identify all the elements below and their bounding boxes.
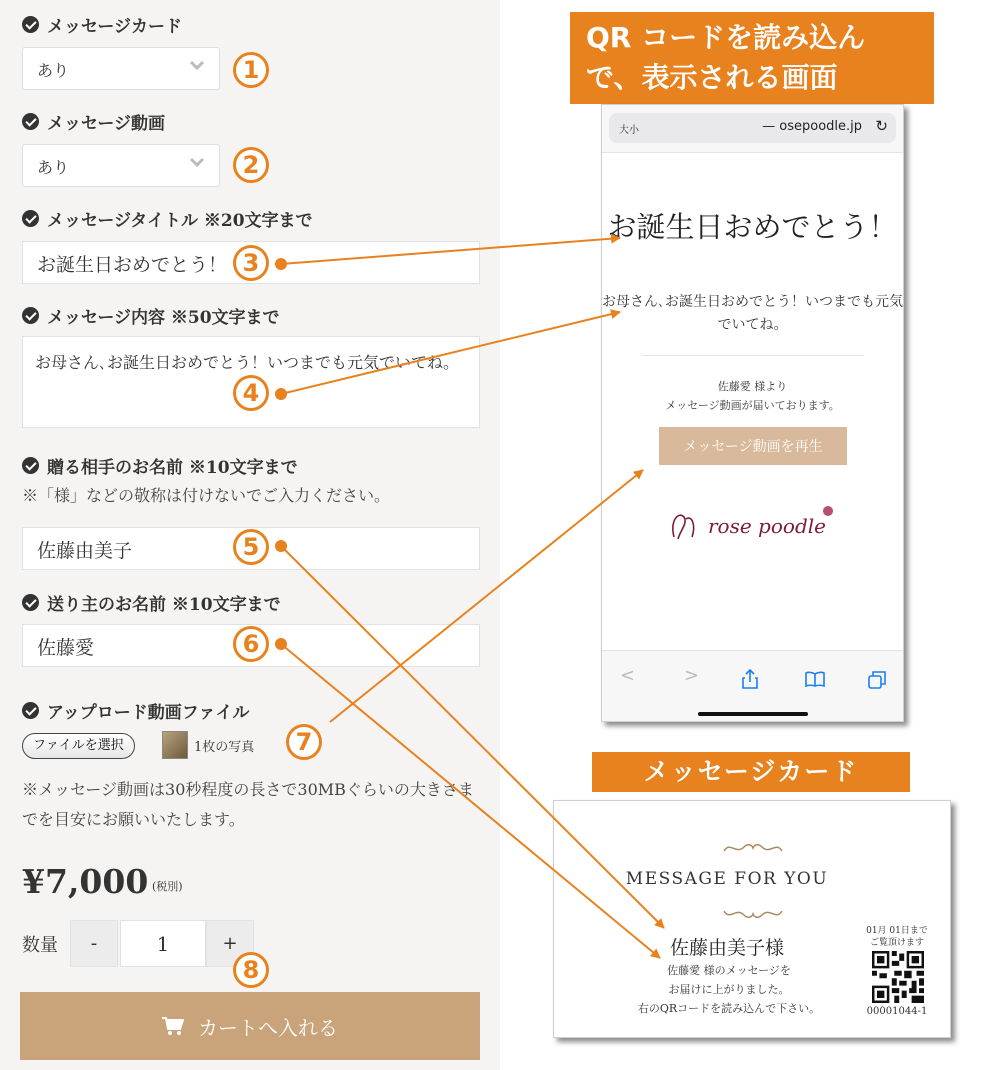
quantity-plus-button[interactable]: + (206, 920, 254, 967)
phone-notice-line: メッセージ動画が届いております。 (665, 399, 840, 412)
marker-2: 2 (233, 147, 269, 183)
play-video-button[interactable]: メッセージ動画を再生 (659, 427, 847, 465)
browser-toolbar (602, 650, 903, 722)
sender-name-label-text: 送り主のお名前 ※10文字まで (47, 595, 281, 615)
recipient-name-label-text: 贈る相手のお名前 ※10文字まで (47, 458, 298, 478)
rose-poodle-logo (668, 501, 838, 551)
message-video-select[interactable] (22, 144, 220, 187)
card-heading: MESSAGE FOR YOU (625, 869, 829, 889)
card-expiry-date: 01月 01日まで (866, 926, 928, 936)
check-circle-icon (22, 307, 39, 324)
upload-note: ※メッセージ動画は30秒程度の長さで30MBぐらいの大きさまでを目安にお願いいたします。 (22, 780, 474, 829)
phone-screen-mockup (601, 104, 904, 722)
phone-sender-info (602, 377, 903, 415)
browser-address-bar (602, 105, 903, 153)
marker-1: 1 (233, 52, 269, 88)
reload-icon[interactable]: ↻ (875, 117, 888, 135)
qr-code-icon (872, 951, 924, 1003)
marker-7: 7 (286, 724, 322, 760)
card-message-line-3: 右のQRコードを読み込んで下さい。 (637, 1002, 821, 1015)
phone-message-body: お母さん､お誕生日おめでとう！いつまでも元気でいてね。 (602, 294, 903, 333)
message-content-value: お母さん､お誕生日おめでとう！いつまでも元気でいてね。 (35, 353, 460, 372)
home-indicator (698, 712, 808, 716)
phone-message-title: お誕生日おめでとう！ (607, 210, 898, 244)
message-card-select[interactable] (22, 47, 220, 90)
message-content-label-text: メッセージ内容 ※50文字まで (47, 308, 280, 328)
quantity-minus-button[interactable]: - (70, 920, 118, 967)
marker-6: 6 (233, 626, 269, 662)
text-size-button[interactable]: 大小 (619, 125, 639, 136)
sender-name-value: 佐藤愛 (37, 637, 95, 659)
card-expiry-note: ご覧頂けます (869, 938, 924, 948)
marker-5: 5 (233, 529, 269, 565)
marker-3: 3 (233, 245, 269, 281)
check-circle-icon (22, 702, 39, 719)
ornament-icon (722, 905, 784, 923)
chevron-down-icon (189, 154, 205, 170)
file-thumbnail (162, 731, 188, 759)
upload-video-label-text: アップロード動画ファイル (47, 703, 250, 723)
svg-text:rose poodle: rose poodle (708, 514, 826, 538)
price: ¥7,000 (22, 862, 149, 901)
message-content-label (22, 303, 280, 328)
sender-name-label (22, 590, 281, 615)
marker-4: 4 (233, 375, 269, 411)
marker-8: 8 (233, 952, 269, 988)
divider (642, 355, 864, 356)
recipient-name-value: 佐藤由美子 (37, 540, 133, 562)
check-circle-icon (22, 16, 39, 33)
message-video-select-value: あり (37, 158, 70, 177)
back-icon[interactable]: < (620, 665, 636, 686)
forward-icon[interactable]: > (684, 665, 700, 686)
phone-sender-line: 佐藤愛 様より (717, 380, 788, 393)
check-circle-icon (22, 594, 39, 611)
message-card-label-text: メッセージカード (47, 17, 182, 37)
message-card-select-value: あり (37, 61, 70, 80)
message-title-label (22, 206, 313, 231)
url-text: — osepoodle.jp (762, 119, 862, 134)
card-recipient-name: 佐藤由美子様 (669, 937, 784, 959)
choose-file-button[interactable]: ファイルを選択 (22, 733, 135, 759)
message-title-label-text: メッセージタイトル ※20文字まで (47, 211, 313, 231)
chevron-down-icon (189, 57, 205, 73)
check-circle-icon (22, 113, 39, 130)
qr-screen-banner: QR コードを読み込んで、表示される画面 (570, 12, 934, 104)
add-to-cart-label: カートへ入れる (198, 1015, 338, 1040)
add-to-cart-button[interactable] (20, 992, 480, 1060)
message-title-value: お誕生日おめでとう！ (37, 254, 228, 276)
card-message-line-1: 佐藤愛 様のメッセージを (667, 964, 791, 977)
bookmarks-icon[interactable] (805, 671, 825, 687)
check-circle-icon (22, 457, 39, 474)
ornament-icon (722, 839, 784, 857)
card-message-line-2: お届けに上がりました。 (668, 983, 790, 996)
share-icon[interactable] (742, 669, 758, 689)
message-card-label (22, 12, 182, 37)
url-field[interactable] (609, 113, 896, 143)
card-message (604, 961, 854, 1018)
cart-icon (162, 1016, 184, 1036)
card-code: 00001044-1 (866, 1006, 928, 1017)
tabs-icon[interactable] (868, 671, 886, 689)
message-video-label (22, 109, 165, 134)
recipient-name-label (22, 453, 298, 478)
quantity-input[interactable]: 1 (120, 920, 206, 967)
message-card-banner: メッセージカード (592, 752, 910, 792)
card-expiry (858, 925, 936, 949)
message-card-preview (553, 800, 951, 1038)
message-video-label-text: メッセージ動画 (47, 114, 165, 134)
check-circle-icon (22, 210, 39, 227)
quantity-label: 数量 (22, 935, 58, 956)
selected-file-text: 1枚の写真 (194, 740, 255, 755)
price-tax-note: (税別) (152, 880, 183, 893)
upload-video-label (22, 698, 249, 723)
recipient-note: ※「様」などの敬称は付けないでご入力ください。 (22, 486, 391, 505)
